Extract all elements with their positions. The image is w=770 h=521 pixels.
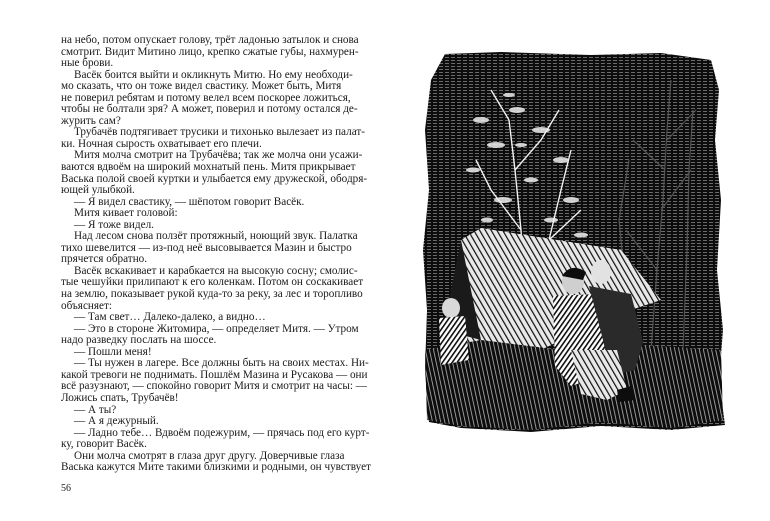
text-line: — Я тоже видел. bbox=[74, 218, 154, 231]
text-line: какой тревоги не поднимать. Пошлём Мазина и Русакова — они bbox=[61, 368, 368, 381]
text-line: ку, говорит Васёк. bbox=[61, 438, 147, 451]
text-line: — А ты? bbox=[74, 403, 117, 416]
text-line: Васька полой своей куртки и улыбается ему дружеской, ободря- bbox=[61, 172, 368, 185]
text-line: Васёк вскакивает и карабкается на высокую сосну; смолис- bbox=[74, 264, 358, 277]
text-line: Митя кивает головой: bbox=[74, 207, 178, 220]
page-number: 56 bbox=[61, 483, 71, 494]
text-line: тые чешуйки прилипают к его коленкам. Потом он соскакивает bbox=[61, 276, 364, 289]
text-line: Трубачёв подтягивает трусики и тихонько вылезает из палат- bbox=[74, 126, 365, 139]
text-line: ваются вдвоём на широкий мохнатый пень. Митя прикрывает bbox=[61, 161, 356, 174]
text-line: — Я видел свастику, — шёпотом говорит Васёк. bbox=[74, 195, 305, 208]
text-line: Митя молча смотрит на Трубачёва; так же молча они усажи- bbox=[74, 149, 363, 162]
text-line: Они молча смотрят в глаза друг другу. Доверчивые глаза bbox=[74, 449, 345, 462]
text-line: прячется обратно. bbox=[61, 253, 148, 266]
text-line: — Ладно тебе… Вдвоём подежурим, — прячась под его курт- bbox=[74, 426, 370, 439]
night-camp-illustration bbox=[421, 50, 729, 436]
text-line: — Пошли меня! bbox=[74, 345, 152, 358]
text-line: ющей улыбкой. bbox=[61, 184, 135, 197]
text-line: всё разузнают, — спокойно говорит Митя и смотрит на часы: — bbox=[61, 380, 367, 393]
text-line: — Там свет… Далеко-далеко, а видно… bbox=[74, 311, 266, 324]
text-line: надо разведку послать на шоссе. bbox=[61, 334, 217, 347]
text-line: — Ты нужен в лагере. Все должны быть на своих местах. Ни- bbox=[74, 357, 369, 370]
text-line: — А я дежурный. bbox=[74, 415, 159, 428]
text-line: ки. Ночная сырость охватывает его плечи. bbox=[61, 137, 262, 150]
text-column bbox=[61, 34, 371, 474]
text-line: на землю, показывает рукой куда-то за реку, за лес и торопливо bbox=[61, 288, 363, 301]
text-line: на небо, потом опускает голову, трёт ладонью затылок и снова bbox=[61, 34, 359, 46]
text-line: мо сказать, что он тоже видел свастику. Может быть, Митя bbox=[61, 80, 342, 93]
text-line: Над лесом снова ползёт протяжный, ноющий звук. Палатка bbox=[74, 230, 358, 243]
text-line: чтобы не болтали зря? А может, поверил и потому остался де- bbox=[61, 103, 358, 116]
book-illustration bbox=[421, 50, 729, 436]
text-line: Васёк боится выйти и окликнуть Митю. Но ему необходи- bbox=[74, 68, 353, 81]
text-line: смотрит. Видит Митино лицо, крепко сжатые губы, нахмурен- bbox=[61, 45, 359, 58]
text-line: объясняет: bbox=[61, 299, 112, 312]
text-line: тихо шевелится — из-под неё высовывается Мазин и быстро bbox=[61, 241, 352, 254]
text-line: Ложись спать, Трубачёв! bbox=[61, 391, 179, 404]
text-line: не поверил ребятам и потому велел всем поскорее ложиться, bbox=[61, 91, 351, 104]
text-line: — Это в стороне Житомира, — определяет Митя. — Утром bbox=[74, 322, 359, 335]
text-line: ные брови. bbox=[61, 57, 114, 70]
text-line: журить сам? bbox=[61, 114, 121, 127]
text-line: Васька кажутся Мите такими близкими и родными, он чувствует bbox=[61, 461, 371, 474]
